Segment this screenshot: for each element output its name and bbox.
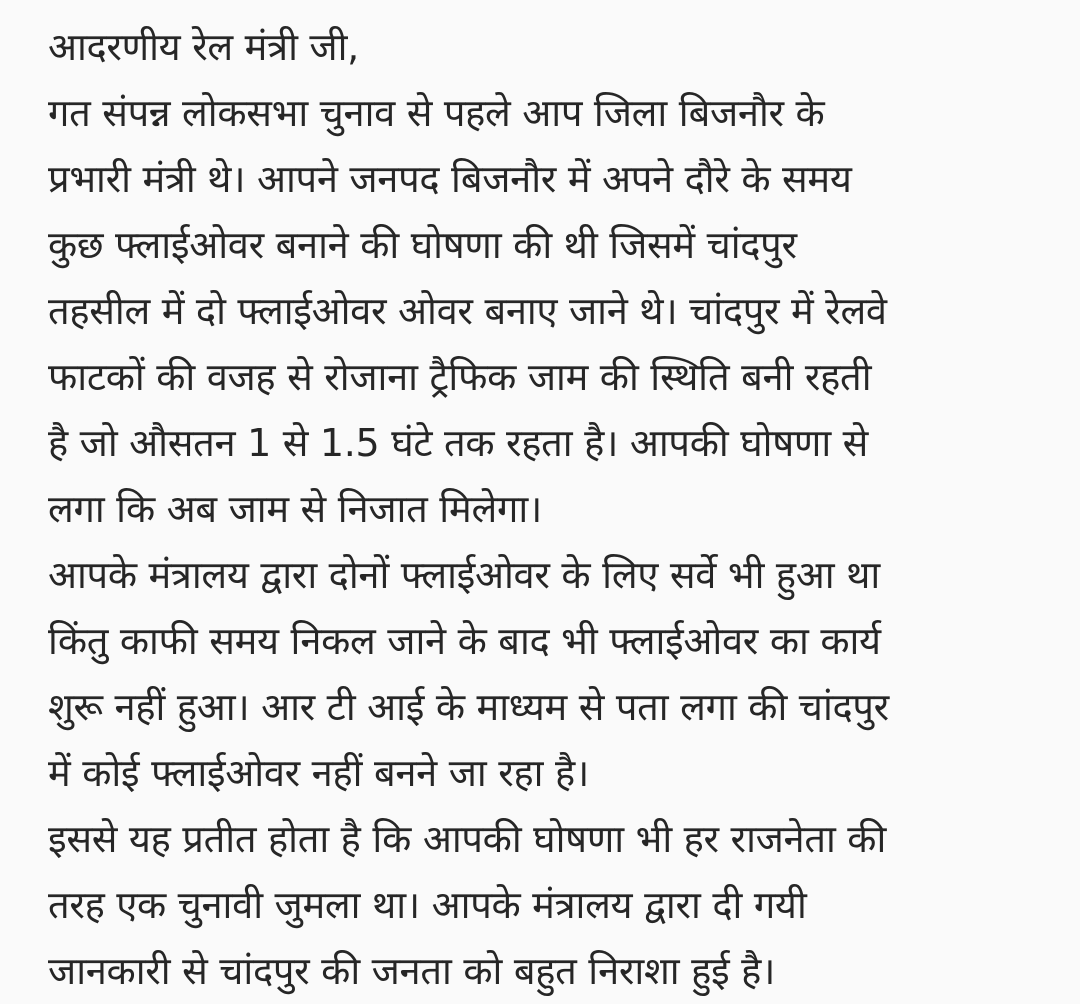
letter-line: शुरू नहीं हुआ। आर टी आई के माध्यम से पता लगा की चांदपुर [48,685,889,729]
letter-line: फाटकों की वजह से रोजाना ट्रैफिक जाम की स्थिति बनी रहती [48,355,872,399]
letter-line: किंतु काफी समय निकल जाने के बाद भी फ्लाईओवर का कार्य [48,619,881,663]
letter-line: प्रभारी मंत्री थे। आपने जनपद बिजनौर में अपने दौरे के समय [48,157,852,201]
letter-body [48,14,1058,1004]
letter-line: तरह एक चुनावी जुमला था। आपके मंत्रालय द्वारा दी गयी [48,883,807,927]
letter-line: लगा कि अब जाम से निजात मिलेगा। [48,487,542,531]
letter-line: तहसील में दो फ्लाईओवर ओवर बनाए जाने थे। चांदपुर में रेलवे [48,289,887,333]
letter-line: कुछ फ्लाईओवर बनाने की घोषणा की थी जिसमें चांदपुर [48,223,797,267]
letter-line: जानकारी से चांदपुर की जनता को बहुत निराशा हुई है। [48,949,776,993]
letter-line: है जो औसतन 1 से 1.5 घंटे तक रहता है। आपकी घोषणा से [48,421,869,465]
letter-line: गत संपन्न लोकसभा चुनाव से पहले आप जिला बिजनौर के [48,91,825,135]
letter-line: इससे यह प्रतीत होता है कि आपकी घोषणा भी हर राजनेता की [48,817,887,861]
salutation-line: आदरणीय रेल मंत्री जी, [48,25,359,69]
letter-line: में कोई फ्लाईओवर नहीं बनने जा रहा है। [48,751,589,795]
letter-line: आपके मंत्रालय द्वारा दोनों फ्लाईओवर के लिए सर्वे भी हुआ था [48,553,880,597]
